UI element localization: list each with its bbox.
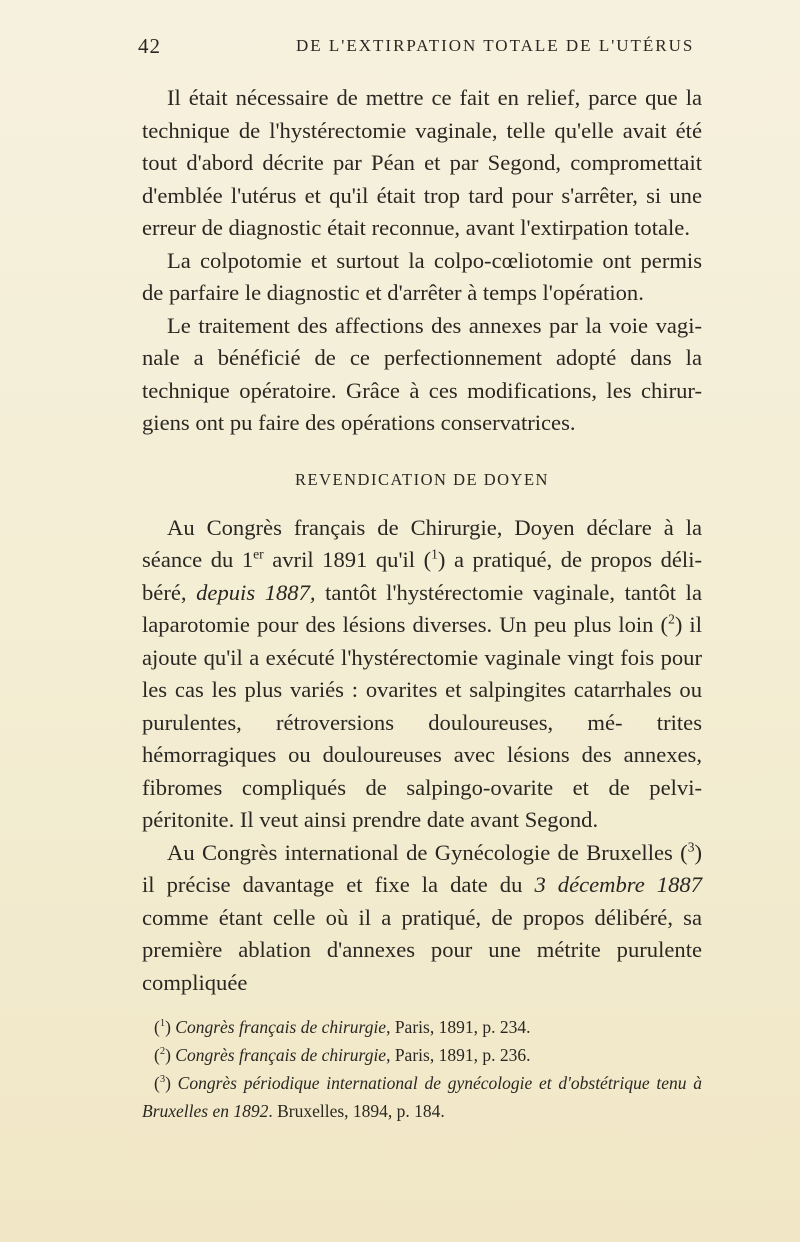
page-number: 42 [138, 34, 161, 58]
body-text [142, 82, 702, 1125]
footnote-3: ($^3$) Congrès périodique international de gynécologie et d'obstétrique tenu à Bruxelles en 1892. Bruxelles, 1894, p. 184. [142, 1073, 703, 1121]
section-paragraph-1: Au Congrès français de Chirurgie, Doyen déclare à la séance du 1er avril 1891 qu'il ($^1$) a pratiqué, de propos déli- béré, depuis 1887, tantôt l'hystérectomie vaginale, tantôt la laparotomie pour des lésions diverses. Un peu plus loin ($^2$) il ajoute qu'il a exécuté l'hystérectomie vaginale vingt fois pour les cas les plus variés : ovarites et salpingites catarrhales ou purulentes, rétroversions douloureuses, mé- trites hémorragiques ou douloureuses avec lésions des annexes, fibromes compliqués de salpingo-ovarite et de pelvi-péritonite. Il veut ainsi prendre date avant Segond. [142, 514, 703, 832]
page-header [138, 34, 710, 64]
paragraph-1: Il était nécessaire de mettre ce fait en relief, parce que la technique de l'hystérectomie vaginale, telle qu'elle avait été tout d'abord décrite par Péan et par Segond, compromettait d'emblée l'utérus et qu'il était trop tard pour s'arrêter, si une erreur de diagnostic était reconnue, avant l'extirpation totale. [142, 85, 702, 240]
footnotes [142, 1013, 702, 1125]
footnote-ref-2: 2 [668, 611, 675, 627]
paragraph-3: Le traitement des affections des annexes par la voie vagi- nale a bénéficié de ce perfectionnement adopté dans la technique opératoire. Grâce à ces modifications, les chirur- giens ont pu faire des opérations conservatrices. [142, 312, 702, 435]
section-paragraph-2: Au Congrès international de Gynécologie de Bruxelles ($^3$) il précise davantage et fixe la date du 3 décembre 1887 comme étant celle où il a pratiqué, de propos délibéré, sa première ablation d'annexes pour une métrite purulente compliquée [142, 838, 702, 995]
footnote-1: ($^1$) Congrès français de chirurgie, Paris, 1891, p. 234. [154, 1017, 531, 1037]
footnote-ref-3: 3 [687, 838, 695, 854]
paragraph-2: La colpotomie et surtout la colpo-cœliotomie ont permis de parfaire le diagnostic et d'arrêter à temps l'opération. [142, 247, 702, 305]
section-title: REVENDICATION DE DOYEN [295, 469, 549, 489]
footnote-2: ($^2$) Congrès français de chirurgie, Paris, 1891, p. 236. [154, 1045, 531, 1065]
running-title: DE L'EXTIRPATION TOTALE DE L'UTÉRUS [296, 36, 695, 55]
footnote-ref-1: 1 [431, 546, 438, 562]
